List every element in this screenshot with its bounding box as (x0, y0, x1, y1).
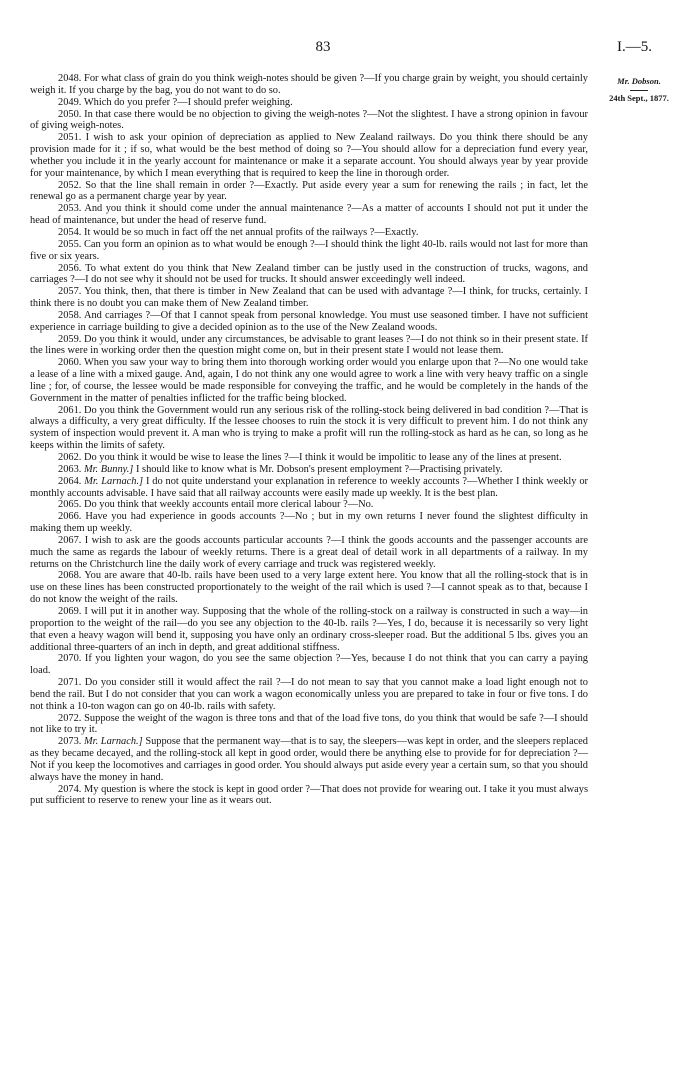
testimony-text: I should like to know what is Mr. Dobson's present employment ?—Practising privately. (135, 463, 503, 475)
testimony-paragraph (30, 570, 588, 606)
testimony-paragraph (30, 476, 588, 500)
question-number: 2060. (58, 357, 82, 369)
question-number: 2062. (58, 452, 82, 463)
question-number: 2065. (58, 499, 82, 511)
question-number: 2066. (58, 511, 82, 523)
testimony-text: I wish to ask your opinion of depreciation as applied to New Zealand railways. Do you think there should be any provision made for it ; if so, what would be the best method of doing so ?—You should allow for a depreciation fund every year, whether you include it in the yearly account for maintenance or make it a separate account. You should always year by year provide for your maintenance, by which I mean everything that is required to keep the line in thorough order. (30, 132, 588, 179)
testimony-paragraph (30, 464, 588, 476)
testimony-paragraph (30, 677, 588, 713)
testimony-paragraph (30, 357, 588, 404)
testimony-paragraph (30, 405, 588, 452)
question-number: 2055. (58, 238, 82, 250)
testimony-text: Do you consider still it would affect the rail ?—I do not mean to say that you cannot make a load light enough not to bend the rail. But I do not consider that you can work a wagon economically unless you are prepared to take in four or five tons. I do not think a 10-ton wagon can go on 40-lb. rails with safety. (30, 677, 588, 712)
speaker-name: Mr. Bunny.] (84, 463, 134, 475)
question-number: 2057. (58, 286, 82, 298)
testimony-text: I wish to ask are the goods accounts particular accounts ?—I think the goods accounts and the passenger accounts are much the same as regards the labour of weekly returns. There is a great deal of detail work in all departments of a railway. In my returns on the Christchurch line the daily work of every carriage and truck was registered weekly. (30, 534, 588, 570)
testimony-paragraph (30, 499, 588, 511)
question-number: 2070. (58, 653, 82, 665)
testimony-paragraph (30, 180, 588, 204)
testimony-text: If you lighten your wagon, do you see the same objection ?—Yes, because I do not think that you can carry a paying load. (30, 653, 588, 677)
question-number: 2048. (58, 73, 82, 84)
testimony-text: You think, then, that there is timber in New Zealand that can be used with advantage ?—I think, for trucks, certainly. I think there is no doubt you can make them of New Zealand timber. (30, 286, 589, 310)
testimony-text: Suppose that the permanent way—that is to say, the sleepers—was kept in order, and the sleepers replaced as they became decayed, and the rolling-stock all kept in good order, would there be anything else to provide for for depreciation ?—Not if you keep the locomotives and carriages in good order. You should always put aside every year a certain sum, so that you should always have the money in hand. (30, 736, 588, 783)
question-number: 2050. (58, 108, 82, 120)
testimony-paragraph (30, 73, 588, 97)
testimony-text: Which do you prefer ?—I should prefer weighing. (83, 96, 293, 108)
testimony-text: And carriages ?—Of that I cannot speak from personal knowledge. You must use seasoned timber. I have not sufficient experience in carriage building to give a decided opinion as to the use of the New Zealand woods. (30, 309, 588, 333)
testimony-paragraph (30, 109, 588, 133)
margin-divider (630, 90, 648, 91)
question-number: 2071. (58, 677, 82, 689)
question-number: 2064. (58, 475, 82, 487)
testimony-paragraph (30, 535, 588, 571)
testimony-paragraph (30, 286, 588, 310)
testimony-paragraph (30, 784, 588, 808)
testimony-text: Do you think it would be wise to lease the lines ?—I think it would be impolitic to lease any of the lines at present. (84, 452, 562, 463)
testimony-paragraph (30, 736, 588, 783)
testimony-paragraph (30, 334, 588, 358)
speaker-name: Mr. Larnach.] (84, 736, 143, 748)
question-number: 2067. (58, 534, 82, 546)
testimony-text: You are aware that 40-lb. rails have been used to a very large extent here. You know that all the rolling-stock that is in use on these lines has been constructed proportionately to the weight of the rail which is used ?—I cannot speak as to that, because I do not know the weight of the rails. (30, 570, 588, 606)
testimony-body (30, 73, 588, 807)
testimony-paragraph (30, 310, 588, 334)
question-number: 2058. (58, 309, 82, 321)
testimony-text: For what class of grain do you think weigh-notes should be given ?—If you charge grain by weight, you should certainly weigh it. If you charge by the bag, you do not want to do so. (30, 73, 588, 96)
testimony-text: My question is where the stock is kept in good order ?—That does not provide for wearing out. I take it you must always put sufficient to reserve to renew your line as it wears out. (30, 783, 588, 807)
testimony-paragraph (30, 452, 588, 464)
testimony-text: I do not quite understand your explanation in reference to weekly accounts ?—Whether I think weekly or monthly accounts advisable. I have said that all railway accounts were easily made up weekly. It is the best plan. (30, 475, 588, 499)
document-code: I.—5. (617, 39, 652, 55)
testimony-paragraph (30, 97, 588, 109)
question-number: 2054. (58, 226, 82, 238)
testimony-paragraph (30, 606, 588, 653)
question-number: 2049. (58, 96, 82, 108)
testimony-paragraph (30, 239, 588, 263)
question-number: 2073. (58, 736, 82, 748)
testimony-text: Can you form an opinion as to what would be enough ?—I should think the light 40-lb. rails would not last for more than five or six years. (30, 238, 588, 262)
question-number: 2056. (58, 262, 82, 274)
testimony-paragraph (30, 227, 588, 239)
testimony-paragraph (30, 713, 588, 737)
testimony-date: 24th Sept., 1877. (609, 93, 669, 103)
question-number: 2051. (58, 132, 82, 144)
testimony-text: In that case there would be no objection to giving the weigh-notes ?—Not the slightest. I have a strong opinion in favour of giving weigh-notes. (30, 108, 588, 132)
testimony-text: Suppose the weight of the wagon is three tons and that of the load five tons, do you think that would be safe ?—I should not like to try it. (30, 712, 588, 736)
testimony-text: Do you think that weekly accounts entail more clerical labour ?—No. (84, 499, 374, 511)
testimony-paragraph (30, 511, 588, 535)
question-number: 2052. (58, 179, 82, 191)
question-number: 2074. (58, 783, 82, 795)
question-number: 2068. (58, 570, 82, 582)
testimony-text: So that the line shall remain in order ?—Exactly. Put aside every year a sum for renewing the rails ; in fact, let the renewal go as a permanent charge year by year. (30, 179, 588, 203)
testimony-text: To what extent do you think that New Zealand timber can be justly used in the construction of trucks, wagons, and carriages ?—I do not see why it should not be used for trucks. It should answer exceedingly well indeed. (30, 262, 588, 286)
testimony-text: Do you think the Government would run any serious risk of the rolling-stock being delivered in bad condition ?—That is always a difficulty, a very great difficulty. If the lessee chooses to ruin the stock it is very difficult to prevent him. I do not think any system of inspection would prevent it. A man who is trying to make a profit will run the rolling-stock as hard as he can, so long as he keeps within the limits of safety. (30, 404, 588, 452)
testimony-text: Do you think it would, under any circumstances, be advisable to grant leases ?—I do not think so in their present state. If the lines were in working order then the question might come on, but in their present state I would not lease them. (30, 333, 588, 357)
testimony-text: When you saw your way to bring them into thorough working order would you enlarge upon that ?—No one would take a lease of a line with a mixed gauge. And, again, I do not think any one would agree to work a line with very heavy traffic on a single line ; for, of course, the lessee would be made responsible for conveying the traffic, and he would be completely in the hands of the Government in the matter of penalties inflicted for the traffic being blocked. (30, 357, 588, 404)
testimony-paragraph (30, 653, 588, 677)
testimony-text: It would be so much in fact off the net annual profits of the railways ?—Exactly. (84, 226, 419, 238)
testimony-paragraph (30, 132, 588, 179)
witness-name: Mr. Dobson. (617, 76, 661, 86)
testimony-text: Have you had experience in goods accounts ?—No ; but in my own returns I never found the slightest difficulty in making them up weekly. (30, 511, 588, 535)
testimony-paragraph (30, 203, 588, 227)
question-number: 2063. (58, 463, 82, 475)
testimony-text: I will put it in another way. Supposing that the whole of the rolling-stock on a railway is constructed in such a way—in proportion to the weight of the rail—do you see any objection to the 40-lb. rails ?—Yes, I do, because it is necessarily so very light that even a heavy wagon will bend it, supposing you have only an ordinary cross-sleeper road. But the additional 5 lbs. gives you an additional three-quarters of an inch in depth, and great additional stiffness. (30, 605, 588, 653)
question-number: 2061. (58, 404, 82, 416)
testimony-paragraph (30, 263, 588, 287)
question-number: 2059. (58, 333, 82, 345)
speaker-name: Mr. Larnach.] (84, 475, 144, 487)
question-number: 2072. (58, 712, 82, 724)
question-number: 2069. (58, 605, 82, 617)
margin-note (591, 76, 687, 104)
testimony-text: And you think it should come under the annual maintenance ?—As a matter of accounts I should not put it under the head of maintenance, but under the head of reserve fund. (30, 203, 588, 227)
question-number: 2053. (58, 203, 82, 215)
page-number: 83 (315, 39, 331, 55)
